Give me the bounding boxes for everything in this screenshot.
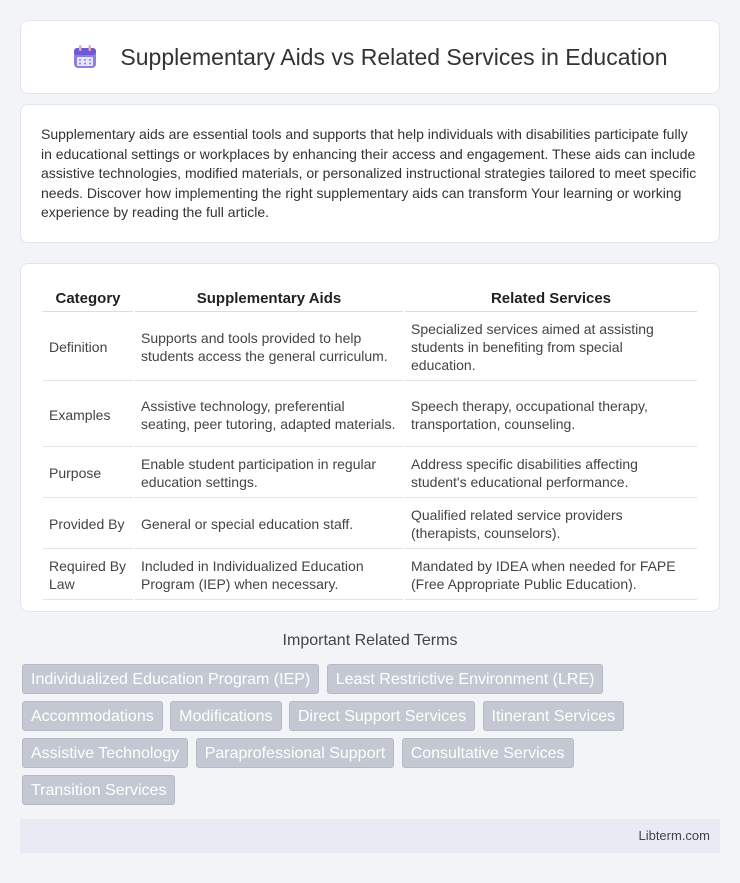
footer xyxy=(20,819,720,853)
term-tag[interactable]: Transition Services xyxy=(22,775,175,805)
related-terms-title: Important Related Terms xyxy=(282,632,458,649)
comparison-table xyxy=(41,284,699,602)
intro-card xyxy=(20,104,720,243)
term-tag[interactable]: Assistive Technology xyxy=(22,738,188,768)
row-aids: General or special education staff. xyxy=(135,500,403,549)
row-aids: Supports and tools provided to help students access the general curriculum. xyxy=(135,314,403,381)
term-tag[interactable]: Modifications xyxy=(170,701,281,731)
row-category: Provided By xyxy=(43,500,133,549)
header-card xyxy=(20,20,720,94)
footer-site-link[interactable]: Libterm.com xyxy=(638,828,710,843)
term-tag[interactable]: Paraprofessional Support xyxy=(196,738,395,768)
term-tag[interactable]: Least Restrictive Environment (LRE) xyxy=(327,664,604,694)
row-category: Examples xyxy=(43,383,133,447)
row-category: Definition xyxy=(43,314,133,381)
table-row xyxy=(43,383,697,447)
term-tag[interactable]: Individualized Education Program (IEP) xyxy=(22,664,319,694)
table-row xyxy=(43,551,697,600)
term-tag[interactable]: Accommodations xyxy=(22,701,163,731)
term-tag[interactable]: Itinerant Services xyxy=(483,701,625,731)
row-services: Mandated by IDEA when needed for FAPE (Free Appropriate Public Education). xyxy=(405,551,697,600)
table-header-row xyxy=(43,286,697,312)
row-services: Speech therapy, occupational therapy, transportation, counseling. xyxy=(405,383,697,447)
row-aids: Included in Individualized Education Program (IEP) when necessary. xyxy=(135,551,403,600)
row-services: Qualified related service providers (therapists, counselors). xyxy=(405,500,697,549)
header-related-services: Related Services xyxy=(405,286,697,312)
page-title: Supplementary Aids vs Related Services in Education xyxy=(120,43,668,70)
header-category: Category xyxy=(43,286,133,312)
row-services: Specialized services aimed at assisting students in benefiting from special education. xyxy=(405,314,697,381)
header-supplementary-aids: Supplementary Aids xyxy=(135,286,403,312)
row-aids: Enable student participation in regular education settings. xyxy=(135,449,403,498)
term-tag[interactable]: Direct Support Services xyxy=(289,701,475,731)
term-tag[interactable]: Consultative Services xyxy=(402,738,574,768)
calendar-icon xyxy=(72,44,98,70)
related-terms-list xyxy=(22,664,722,812)
row-category: Purpose xyxy=(43,449,133,498)
row-services: Address specific disabilities affecting student's educational performance. xyxy=(405,449,697,498)
row-aids: Assistive technology, preferential seating, peer tutoring, adapted materials. xyxy=(135,383,403,447)
table-row xyxy=(43,500,697,549)
row-category: Required By Law xyxy=(43,551,133,600)
comparison-table-card xyxy=(20,263,720,612)
table-row xyxy=(43,449,697,498)
table-row xyxy=(43,314,697,381)
intro-text: Supplementary aids are essential tools and supports that help individuals with disabilities participate fully in educational settings or workplaces by enhancing their access and engagement. These aids can include assistive technologies, modified materials, or personalized instructional strategies tailored to meet specific needs. Discover how implementing the right supplementary aids can transform Your learning or working experience by reading the full article. xyxy=(41,126,697,221)
